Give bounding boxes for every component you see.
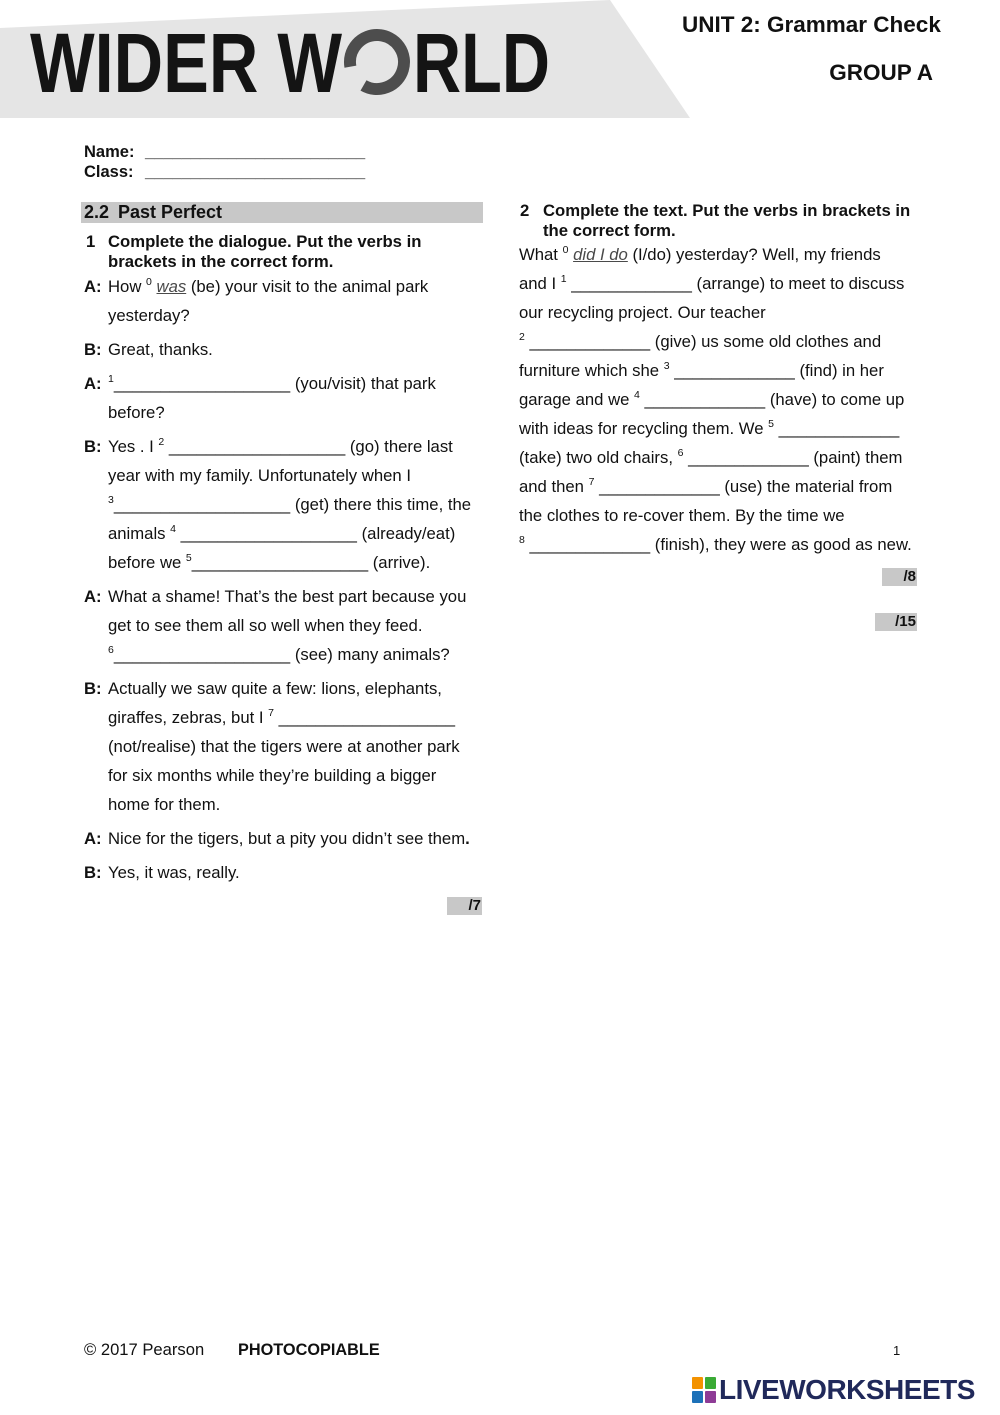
- text-segment: for six months while they’re building a bigger: [108, 766, 437, 785]
- answer-blank-1[interactable]: _____________: [571, 274, 692, 293]
- answer-blank-6[interactable]: ___________________: [113, 645, 291, 664]
- class-label: Class:: [84, 163, 134, 181]
- speaker-label: B:: [84, 340, 102, 359]
- gap-number-3: 3: [108, 494, 114, 506]
- exercise2-score-box: [882, 568, 917, 586]
- dialogue-turn: [84, 272, 471, 330]
- dialogue-turn: [84, 582, 471, 669]
- paragraph-line: [519, 414, 912, 443]
- text-segment: How: [108, 277, 147, 296]
- text-segment: (arrange) to meet to discuss: [691, 274, 905, 293]
- gap-number-3: 3: [663, 360, 670, 372]
- gap-number-7: 7: [588, 476, 595, 488]
- text-segment: the clothes to re-cover them. By the time we: [519, 506, 845, 525]
- answer-blank-5[interactable]: _____________: [778, 419, 900, 438]
- logo-square-icon: [692, 1377, 703, 1389]
- text-segment: (have) to come up: [765, 390, 905, 409]
- paragraph-line: [519, 298, 912, 327]
- section-title: Past Perfect: [118, 202, 223, 222]
- gap-number-4: 4: [634, 389, 640, 401]
- text-segment: Great, thanks.: [108, 340, 213, 359]
- footer-photocopiable: PHOTOCOPIABLE: [238, 1341, 380, 1359]
- total-score-box: [875, 613, 917, 631]
- text-segment: (give) us some old clothes and: [650, 332, 882, 351]
- class-field: ________________________: [145, 163, 366, 181]
- answer-blank-7[interactable]: ___________________: [278, 708, 455, 727]
- dialogue-line: [108, 301, 428, 330]
- text-segment: with ideas for recycling them. We: [519, 419, 769, 438]
- turn-lines: [108, 432, 471, 577]
- text-segment: and I: [519, 274, 561, 293]
- speaker-label: A:: [84, 277, 102, 296]
- dialogue-line: [108, 761, 460, 790]
- paragraph-line: [519, 240, 912, 269]
- paragraph-line: [519, 472, 912, 501]
- gap-number-6: 6: [677, 447, 684, 459]
- footer-copyright: © 2017 Pearson: [84, 1340, 205, 1359]
- answer-blank-4[interactable]: ___________________: [180, 524, 357, 543]
- exercise2-text: [519, 240, 912, 559]
- dialogue-line: [108, 703, 460, 732]
- dialogue-line: [108, 858, 240, 887]
- dialogue-line: [108, 272, 428, 301]
- logo-text-rld: RLD: [413, 16, 550, 110]
- exercise1-score: /7: [468, 897, 481, 914]
- name-row: [84, 142, 365, 162]
- text-segment: (take) two old chairs,: [519, 448, 678, 467]
- speaker-label: A:: [84, 587, 102, 606]
- dialogue-turn: [84, 335, 471, 364]
- logo-text-wider-w: WIDER W: [30, 16, 343, 110]
- text-segment: (use) the material from: [719, 477, 893, 496]
- dialogue-line: [108, 369, 436, 398]
- liveworksheets-watermark: [692, 1376, 975, 1404]
- liveworksheets-logo-icon: [692, 1377, 716, 1403]
- exercise1-dialogue: [84, 272, 471, 892]
- text-segment: Nice for the tigers, but a pity you didn’t see them: [108, 829, 466, 848]
- gap-number-8: 8: [519, 534, 525, 546]
- text-segment: (already/eat): [356, 524, 456, 543]
- answer-blank-2[interactable]: _____________: [529, 332, 651, 351]
- text-segment: (see) many animals?: [290, 645, 450, 664]
- turn-lines: [108, 582, 466, 669]
- text-segment: home for them.: [108, 795, 221, 814]
- dialogue-line: [108, 432, 471, 461]
- turn-lines: [108, 674, 460, 819]
- text-segment: (paint) them: [808, 448, 903, 467]
- turn-lines: [108, 858, 240, 887]
- text-segment: Yes . I: [108, 437, 159, 456]
- speaker-label: B:: [84, 679, 102, 698]
- text-segment: before?: [108, 403, 165, 422]
- text-segment: Actually we saw quite a few: lions, elephants,: [108, 679, 442, 698]
- text-segment: (you/visit) that park: [290, 374, 436, 393]
- section-number: 2.2: [84, 202, 110, 222]
- text-segment: before we: [108, 553, 186, 572]
- text-segment: year with my family. Unfortunately when I: [108, 466, 411, 485]
- class-row: [84, 162, 365, 182]
- text-segment: furniture which she: [519, 361, 664, 380]
- answer-blank-3[interactable]: ___________________: [113, 495, 291, 514]
- answer-blank-8[interactable]: _____________: [529, 535, 651, 554]
- paragraph-line: [519, 530, 912, 559]
- gap-number-5: 5: [185, 552, 192, 564]
- gap-number-1: 1: [560, 273, 567, 285]
- liveworksheets-brand: LIVEWORKSHEETS: [719, 1374, 975, 1405]
- dialogue-line: [108, 519, 471, 548]
- logo-square-icon: [692, 1391, 703, 1403]
- section-heading: [81, 202, 483, 223]
- gap-number-5: 5: [768, 418, 775, 430]
- dialogue-line: [108, 548, 471, 577]
- dialogue-line: [108, 611, 466, 640]
- dialogue-turn: [84, 858, 471, 887]
- group-label: GROUP A: [829, 60, 933, 85]
- answer-blank-2[interactable]: ___________________: [168, 437, 346, 456]
- text-segment: (I/do) yesterday? Well, my friends: [627, 245, 881, 264]
- name-label: Name:: [84, 143, 135, 161]
- gap-number-2: 2: [519, 331, 525, 343]
- answer-blank-1[interactable]: ___________________: [113, 374, 291, 393]
- turn-lines: [108, 272, 428, 330]
- answer-blank-3[interactable]: _____________: [674, 361, 795, 380]
- answer-blank-4[interactable]: _____________: [644, 390, 766, 409]
- answer-blank-7[interactable]: _____________: [599, 477, 720, 496]
- dialogue-line: [108, 461, 471, 490]
- text-segment: (find) in her: [794, 361, 884, 380]
- text-segment: yesterday?: [108, 306, 190, 325]
- exercise1-number: 1: [86, 232, 96, 251]
- example-answer: did I do: [573, 245, 628, 264]
- dialogue-line: [108, 398, 436, 427]
- paragraph-line: [519, 356, 912, 385]
- dialogue-line: [108, 732, 460, 761]
- unit-title: UNIT 2: Grammar Check: [682, 12, 941, 37]
- exercise2-score: /8: [903, 568, 916, 585]
- text-segment: (be) your visit to the animal park: [186, 277, 429, 296]
- speaker-label: A:: [84, 374, 102, 393]
- example-answer: was: [156, 277, 187, 296]
- exercise2-instruction: [519, 201, 928, 240]
- text-segment: (finish), they were as good as new.: [650, 535, 912, 554]
- paragraph-line: [519, 443, 912, 472]
- gap-number-6: 6: [108, 644, 114, 656]
- text-segment: get to see them all so well when they feed.: [108, 616, 423, 635]
- text-segment: (arrive).: [368, 553, 431, 572]
- text-segment: animals: [108, 524, 171, 543]
- paragraph-line: [519, 327, 912, 356]
- turn-lines: [108, 335, 213, 364]
- turn-lines: [108, 369, 436, 427]
- exercise1-instruction: [84, 232, 458, 272]
- gap-number-2: 2: [158, 436, 165, 448]
- text-segment: Yes, it was, really.: [108, 863, 240, 882]
- dialogue-line: [108, 490, 471, 519]
- text-segment: (not/realise) that the tigers were at another park: [108, 737, 460, 756]
- paragraph-line: [519, 269, 912, 298]
- exercise2-instruction-text: Complete the text. Put the verbs in brackets in the correct form.: [543, 201, 911, 240]
- dialogue-line: [108, 790, 460, 819]
- paragraph-line: [519, 501, 912, 530]
- text-segment: .: [465, 829, 470, 848]
- text-segment: What: [519, 245, 563, 264]
- dialogue-turn: [84, 674, 471, 819]
- gap-number-1: 1: [108, 373, 114, 385]
- dialogue-turn: [84, 432, 471, 577]
- logo-square-icon: [705, 1377, 716, 1389]
- total-score: /15: [895, 613, 916, 630]
- speaker-label: A:: [84, 829, 102, 848]
- exercise1-instruction-text: Complete the dialogue. Put the verbs in brackets in the correct form.: [108, 232, 422, 271]
- gap-number-4: 4: [170, 523, 176, 535]
- student-info: [84, 142, 365, 182]
- dialogue-turn: [84, 824, 471, 853]
- exercise1-score-box: [447, 897, 482, 915]
- dialogue-line: [108, 824, 470, 853]
- exercise2-number: 2: [520, 201, 530, 220]
- dialogue-turn: [84, 369, 471, 427]
- text-segment: (go) there last: [345, 437, 453, 456]
- answer-blank-5[interactable]: ___________________: [191, 553, 369, 572]
- gap-number-7: 7: [268, 707, 275, 719]
- gap-number-0: 0: [562, 244, 569, 256]
- name-field: ________________________: [145, 143, 366, 161]
- speaker-label: B:: [84, 863, 102, 882]
- dialogue-line: [108, 582, 466, 611]
- gap-number-0: 0: [146, 276, 152, 288]
- text-segment: giraffes, zebras, but I: [108, 708, 269, 727]
- text-segment: our recycling project. Our teacher: [519, 303, 766, 322]
- text-segment: and then: [519, 477, 589, 496]
- text-segment: garage and we: [519, 390, 635, 409]
- text-segment: What a shame! That’s the best part because you: [108, 587, 467, 606]
- dialogue-line: [108, 640, 466, 669]
- answer-blank-6[interactable]: _____________: [688, 448, 809, 467]
- speaker-label: B:: [84, 437, 102, 456]
- paragraph-line: [519, 385, 912, 414]
- logo-square-icon: [705, 1391, 716, 1403]
- text-segment: (get) there this time, the: [290, 495, 472, 514]
- dialogue-line: [108, 335, 213, 364]
- turn-lines: [108, 824, 470, 853]
- page-number: 1: [893, 1343, 901, 1358]
- dialogue-line: [108, 674, 460, 703]
